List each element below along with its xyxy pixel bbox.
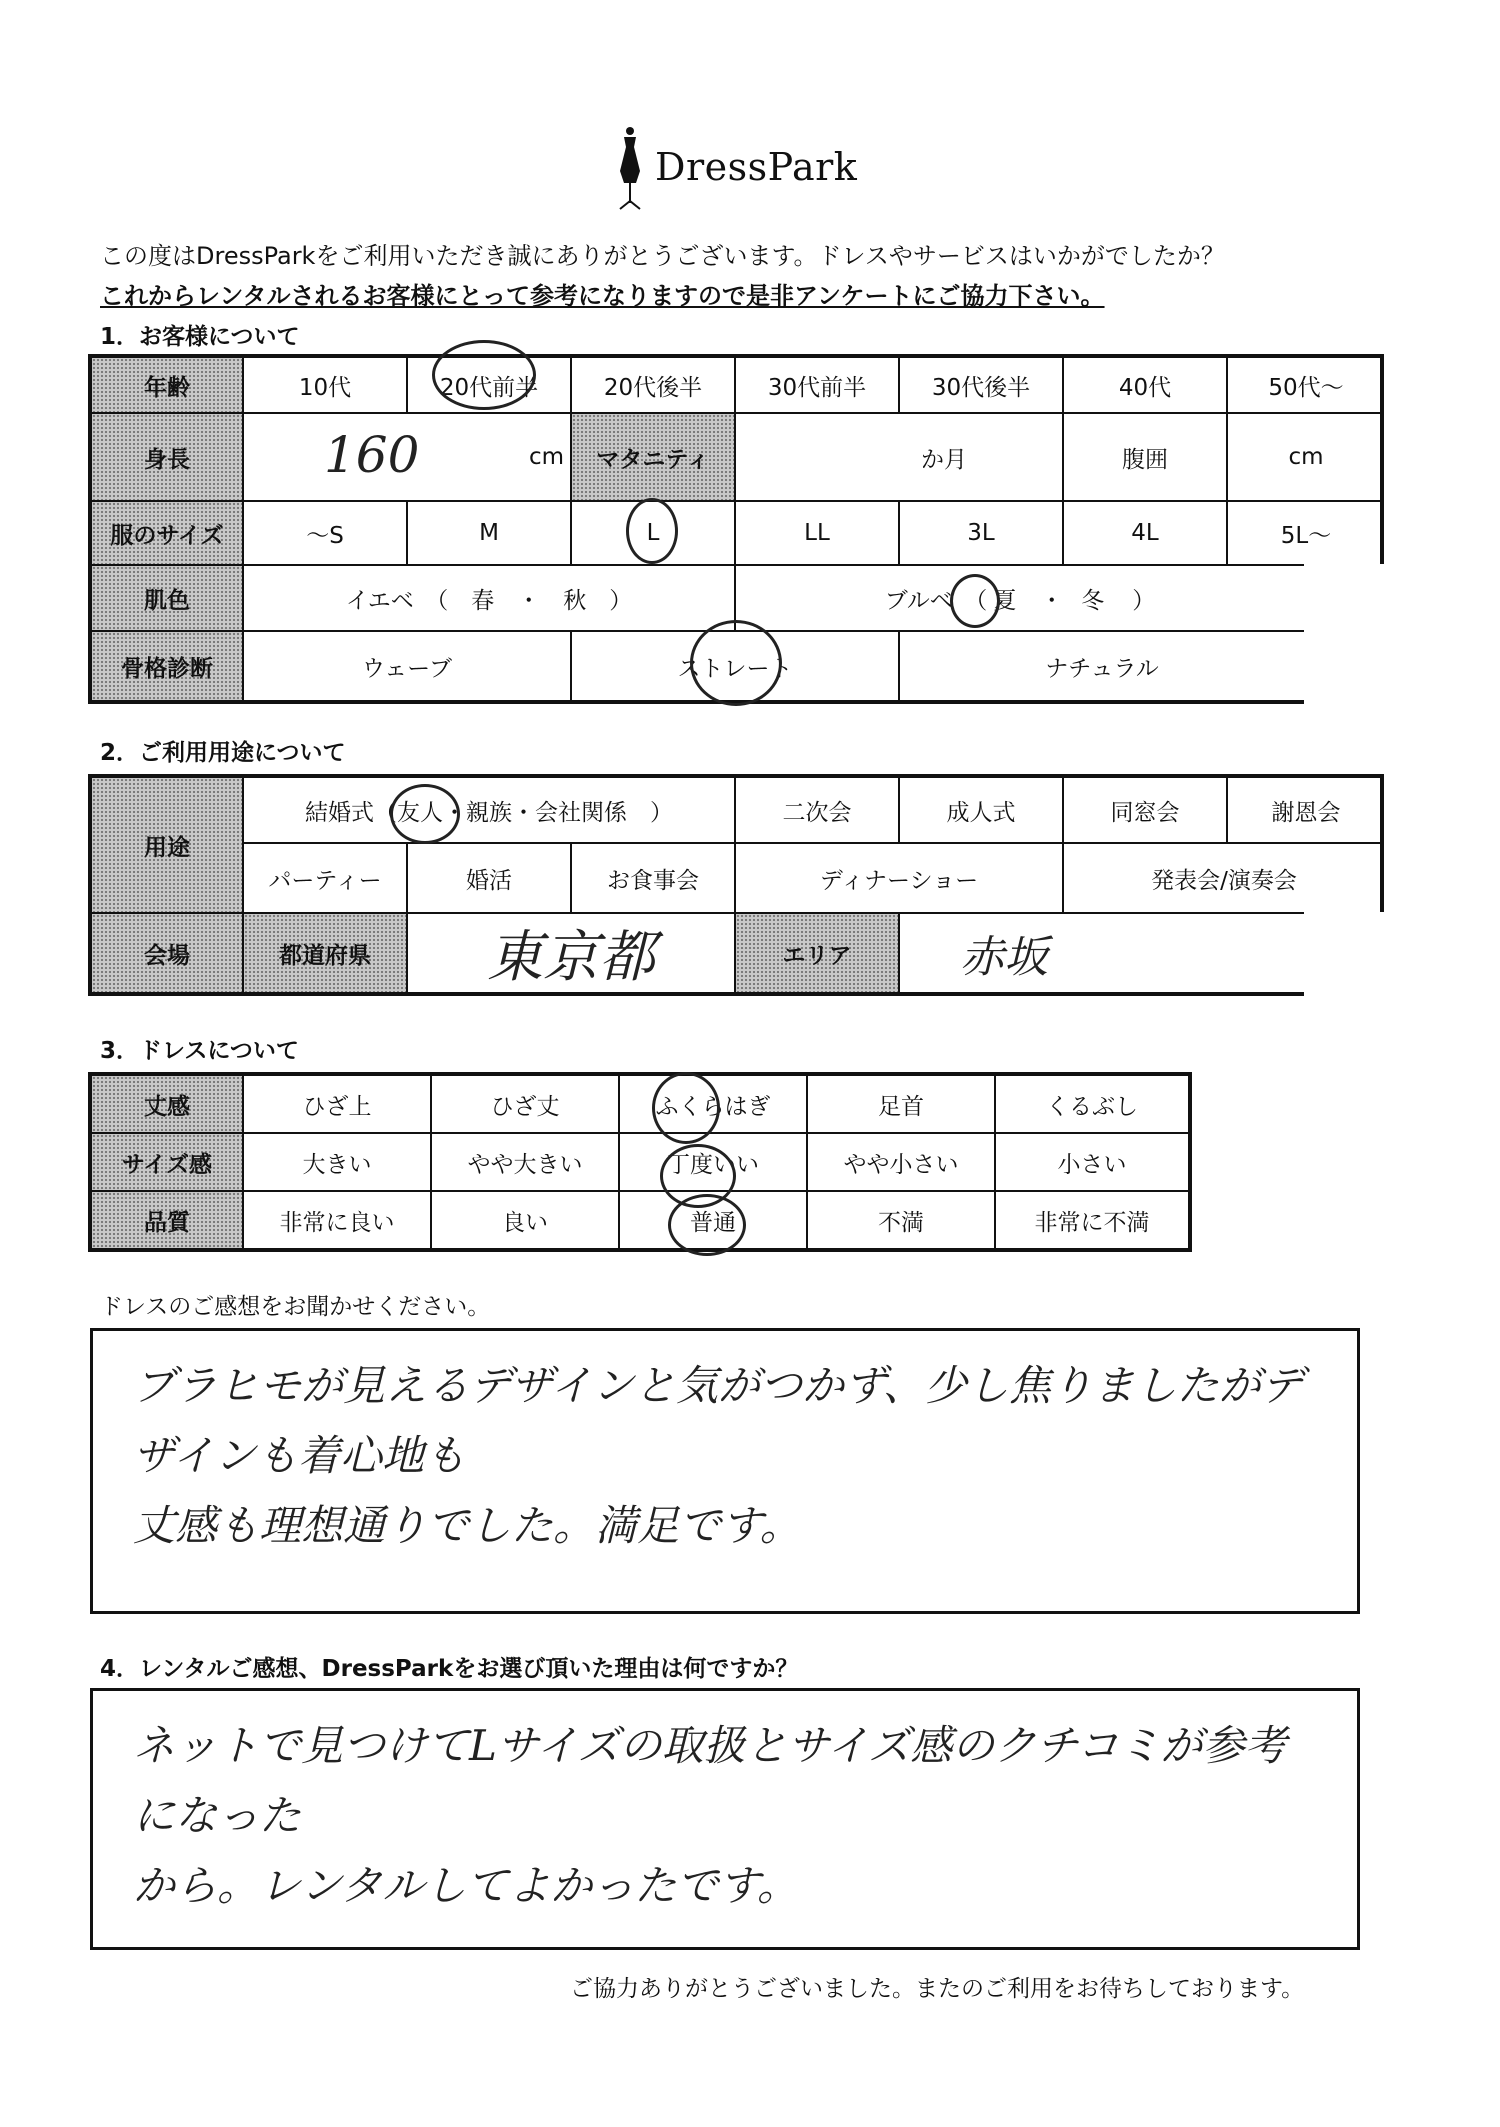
rental-comment-box[interactable]: ネットで見つけてLサイズの取扱とサイズ感のクチコミが参考になった から。レンタルしてよかったです。 — [90, 1688, 1360, 1950]
size-label: 服のサイズ — [92, 502, 244, 566]
purpose-option[interactable]: 成人式 — [900, 778, 1064, 844]
height-field[interactable] — [244, 414, 572, 502]
size-option[interactable]: LL — [736, 502, 900, 566]
height-value: 160 — [324, 426, 420, 484]
section4-title: 4．レンタルご感想、DressParkをお選び頂いた理由は何ですか？ — [100, 1656, 799, 1682]
age-label: 年齢 — [92, 358, 244, 414]
fit-option[interactable]: やや大きい — [432, 1134, 620, 1192]
selection-circle — [652, 1072, 720, 1144]
size-option[interactable]: 5L～ — [1228, 502, 1384, 566]
size-option[interactable]: 4L — [1064, 502, 1228, 566]
venue-label: 会場 — [92, 914, 244, 992]
fit-option-selected[interactable]: 丁度いい — [620, 1134, 808, 1192]
blue-base-prefix: ブルベ （ — [884, 587, 988, 614]
dress-comment-box[interactable]: ブラヒモが見えるデザインと気がつかず、少し焦りましたがデザインも着心地も 丈感も理想通りでした。満足です。 — [90, 1328, 1360, 1614]
quality-option-selected[interactable]: 普通 — [620, 1192, 808, 1248]
selection-circle — [432, 340, 536, 410]
size-option[interactable]: ～S — [244, 502, 408, 566]
dresspark-logo — [610, 125, 870, 215]
height-label: 身長 — [92, 414, 244, 502]
fit-option[interactable]: 大きい — [244, 1134, 432, 1192]
months-unit: か月 — [921, 446, 967, 473]
usage-table — [88, 774, 1384, 996]
quality-option[interactable]: 不満 — [808, 1192, 996, 1248]
skin-winter[interactable]: 冬 — [1081, 587, 1105, 614]
skin-blue-base[interactable] — [736, 566, 1306, 632]
section3-title: 3．ドレスについて — [100, 1038, 299, 1064]
selection-circle — [690, 620, 782, 706]
prefecture-value[interactable]: 東京都 — [408, 914, 736, 992]
selection-circle — [390, 784, 460, 844]
wedding-suffix: ・親族・会社関係 ） — [443, 799, 673, 826]
maternity-months-field[interactable] — [736, 414, 1064, 502]
section1-title: 1．お客様について — [100, 324, 300, 350]
purpose-option[interactable]: お食事会 — [572, 844, 736, 914]
age-option[interactable]: 10代 — [244, 358, 408, 414]
age-option[interactable]: 30代後半 — [900, 358, 1064, 414]
selection-circle — [668, 1194, 746, 1256]
length-option[interactable]: ひざ丈 — [432, 1076, 620, 1134]
skin-label: 肌色 — [92, 566, 244, 632]
wedding-option[interactable] — [244, 778, 736, 844]
selection-circle — [950, 574, 1000, 628]
size-option-selected[interactable]: L — [572, 502, 736, 566]
frame-option[interactable]: ウェーブ — [244, 632, 572, 700]
frame-label: 骨格診断 — [92, 632, 244, 700]
quality-option[interactable]: 非常に不満 — [1034, 1209, 1150, 1236]
waist-label: 腹囲 — [1064, 414, 1228, 502]
footer-thanks: ご協力ありがとうございました。またのご利用をお待ちしております。 — [570, 1976, 1305, 2002]
length-option-selected[interactable]: ふくらはぎ — [620, 1076, 808, 1134]
quality-option[interactable]: 非常に良い — [244, 1192, 432, 1248]
table-blank-corner — [1304, 564, 1388, 708]
brand-name: DressPark — [655, 145, 858, 189]
dress-table — [88, 1072, 1192, 1252]
area-label: エリア — [736, 914, 900, 992]
fit-option[interactable]: 小さい — [996, 1134, 1188, 1192]
dress-comment-prompt: ドレスのご感想をお聞かせください。 — [100, 1294, 491, 1320]
size-option[interactable]: M — [408, 502, 572, 566]
intro-request: これからレンタルされるお客様にとって参考になりますので是非アンケートにご協力下さい。 — [100, 282, 1105, 310]
fit-label: サイズ感 — [92, 1134, 244, 1192]
wedding-prefix: 結婚式（ — [305, 799, 397, 826]
section2-title: 2．ご利用用途について — [100, 740, 346, 766]
skin-dot: ・ — [1040, 587, 1064, 614]
skin-yellow-base[interactable]: イエベ （ 春 ・ 秋 ） — [244, 566, 736, 632]
length-option[interactable]: ひざ上 — [244, 1076, 432, 1134]
dress-form-icon — [610, 125, 650, 215]
size-option[interactable]: 3L — [900, 502, 1064, 566]
purpose-option[interactable]: 婚活 — [408, 844, 572, 914]
age-option-selected[interactable]: 20代前半 — [408, 358, 572, 414]
length-option[interactable]: くるぶし — [996, 1076, 1188, 1134]
frame-option-selected[interactable]: ストレート — [572, 632, 900, 700]
length-option[interactable]: 足首 — [808, 1076, 996, 1134]
quality-label: 品質 — [92, 1192, 244, 1248]
blue-base-close: ） — [1132, 587, 1156, 614]
quality-option[interactable]: 良い — [432, 1192, 620, 1248]
frame-option[interactable]: ナチュラル — [900, 632, 1306, 700]
height-unit: cm — [528, 444, 564, 470]
purpose-option[interactable]: パーティー — [244, 844, 408, 914]
prefecture-label: 都道府県 — [244, 914, 408, 992]
purpose-option[interactable]: 謝恩会 — [1228, 778, 1384, 844]
purpose-option[interactable]: 二次会 — [736, 778, 900, 844]
waist-unit[interactable]: cm — [1228, 414, 1384, 502]
table-blank-corner — [1304, 912, 1388, 1000]
age-option[interactable]: 30代前半 — [736, 358, 900, 414]
age-option[interactable]: 20代後半 — [572, 358, 736, 414]
intro-thanks: この度はDressParkをご利用いただき誠にありがとうございます。ドレスやサービスはいかがでしたか？ — [100, 242, 1225, 270]
purpose-label: 用途 — [92, 778, 244, 914]
age-option[interactable]: 40代 — [1064, 358, 1228, 414]
skin-summer-selected[interactable]: 夏 — [993, 587, 1017, 614]
age-option[interactable]: 50代～ — [1228, 358, 1384, 414]
fit-option[interactable]: やや小さい — [808, 1134, 996, 1192]
selection-circle — [626, 498, 678, 564]
purpose-option[interactable]: ディナーショー — [736, 844, 1064, 914]
area-value[interactable]: 赤坂 — [900, 914, 1306, 992]
friend-option-selected[interactable]: 友人 — [397, 799, 443, 826]
maternity-label: マタニティ — [572, 414, 736, 502]
purpose-option[interactable]: 同窓会 — [1064, 778, 1228, 844]
length-label: 丈感 — [92, 1076, 244, 1134]
purpose-option[interactable]: 発表会/演奏会 — [1064, 844, 1384, 914]
